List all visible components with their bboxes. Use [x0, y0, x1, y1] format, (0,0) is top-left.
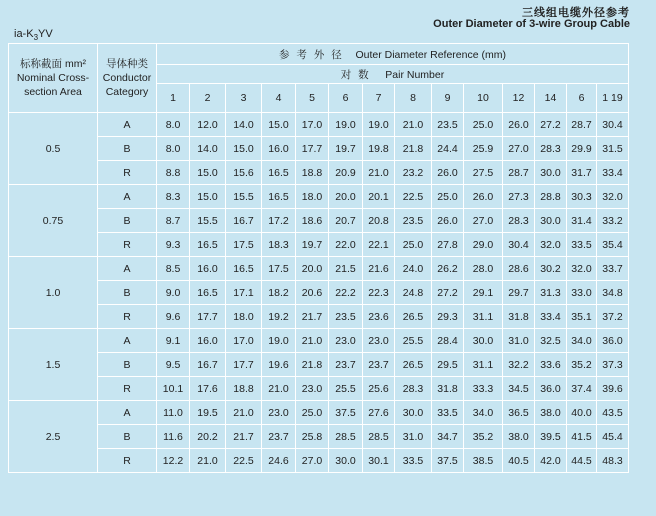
diameter-value-cell: 25.8: [296, 425, 329, 449]
diameter-table: [8, 43, 629, 473]
diameter-value-cell: 31.5: [597, 137, 629, 161]
diameter-value-cell: 27.0: [296, 449, 329, 473]
pair-number-header: [157, 65, 629, 84]
diameter-value-cell: 23.2: [395, 161, 432, 185]
model-sub: 3: [33, 33, 39, 43]
diameter-value-cell: 26.0: [432, 209, 464, 233]
diameter-value-cell: 8.8: [157, 161, 190, 185]
diameter-value-cell: 29.5: [432, 353, 464, 377]
diameter-value-cell: 29.3: [432, 305, 464, 329]
diameter-value-cell: 29.0: [464, 233, 503, 257]
diameter-value-cell: 32.0: [535, 233, 567, 257]
pair-number-cell: 10: [464, 84, 503, 113]
diameter-value-cell: 22.1: [363, 233, 395, 257]
diameter-value-cell: 23.0: [262, 401, 296, 425]
conductor-cn: 导体种类: [106, 58, 148, 70]
diameter-value-cell: 37.5: [329, 401, 363, 425]
pair-number-cell: 3: [226, 84, 262, 113]
diameter-value-cell: 20.6: [296, 281, 329, 305]
diameter-value-cell: 25.0: [464, 113, 503, 137]
diameter-value-cell: 33.5: [567, 233, 597, 257]
odr-en: Outer Diameter Reference (mm): [355, 48, 506, 61]
conductor-en1: Conductor: [102, 72, 152, 84]
diameter-value-cell: 28.3: [503, 209, 535, 233]
pair-number-cell: 1: [157, 84, 190, 113]
pair-number-cell: 5: [296, 84, 329, 113]
diameter-value-cell: 14.0: [190, 137, 226, 161]
table-row: [9, 425, 629, 449]
diameter-value-cell: 26.5: [395, 353, 432, 377]
diameter-value-cell: 16.5: [262, 161, 296, 185]
diameter-value-cell: 29.1: [464, 281, 503, 305]
diameter-value-cell: 31.0: [395, 425, 432, 449]
diameter-value-cell: 23.5: [395, 209, 432, 233]
diameter-value-cell: 20.0: [296, 257, 329, 281]
diameter-value-cell: 31.8: [432, 377, 464, 401]
table-row: [9, 401, 629, 425]
diameter-value-cell: 30.0: [329, 449, 363, 473]
diameter-value-cell: 28.7: [503, 161, 535, 185]
diameter-value-cell: 20.8: [363, 209, 395, 233]
diameter-value-cell: 16.5: [262, 185, 296, 209]
diameter-value-cell: 21.8: [395, 137, 432, 161]
diameter-value-cell: 31.7: [567, 161, 597, 185]
diameter-value-cell: 14.0: [226, 113, 262, 137]
diameter-value-cell: 9.5: [157, 353, 190, 377]
diameter-value-cell: 24.8: [395, 281, 432, 305]
diameter-value-cell: 19.7: [329, 137, 363, 161]
conductor-category-cell: A: [98, 113, 157, 137]
diameter-value-cell: 40.5: [503, 449, 535, 473]
diameter-value-cell: 16.5: [190, 281, 226, 305]
conductor-category-cell: R: [98, 161, 157, 185]
diameter-value-cell: 17.0: [296, 113, 329, 137]
conductor-category-cell: R: [98, 305, 157, 329]
diameter-value-cell: 29.7: [503, 281, 535, 305]
diameter-value-cell: 16.7: [226, 209, 262, 233]
table-row: [9, 209, 629, 233]
diameter-value-cell: 18.2: [262, 281, 296, 305]
conductor-category-cell: A: [98, 401, 157, 425]
diameter-value-cell: 20.7: [329, 209, 363, 233]
diameter-value-cell: 35.2: [464, 425, 503, 449]
diameter-value-cell: 19.7: [296, 233, 329, 257]
diameter-value-cell: 12.0: [190, 113, 226, 137]
diameter-value-cell: 23.0: [329, 329, 363, 353]
diameter-value-cell: 29.9: [567, 137, 597, 161]
diameter-value-cell: 25.6: [363, 377, 395, 401]
diameter-value-cell: 10.1: [157, 377, 190, 401]
diameter-value-cell: 24.0: [395, 257, 432, 281]
diameter-value-cell: 33.7: [597, 257, 629, 281]
diameter-value-cell: 32.0: [597, 185, 629, 209]
diameter-value-cell: 27.2: [432, 281, 464, 305]
diameter-value-cell: 26.5: [395, 305, 432, 329]
diameter-value-cell: 32.0: [567, 257, 597, 281]
diameter-value-cell: 26.0: [464, 185, 503, 209]
nominal-area-cell: 1.0: [9, 257, 98, 329]
diameter-value-cell: 23.5: [329, 305, 363, 329]
diameter-value-cell: 16.0: [190, 329, 226, 353]
diameter-value-cell: 9.3: [157, 233, 190, 257]
diameter-value-cell: 16.7: [190, 353, 226, 377]
diameter-value-cell: 15.0: [262, 113, 296, 137]
diameter-value-cell: 36.0: [535, 377, 567, 401]
diameter-value-cell: 23.7: [262, 425, 296, 449]
diameter-value-cell: 21.0: [363, 161, 395, 185]
table-row: [9, 161, 629, 185]
diameter-value-cell: 33.3: [464, 377, 503, 401]
conductor-category-cell: B: [98, 353, 157, 377]
diameter-value-cell: 33.4: [535, 305, 567, 329]
diameter-value-cell: 28.7: [567, 113, 597, 137]
conductor-category-cell: R: [98, 449, 157, 473]
diameter-value-cell: 19.0: [363, 113, 395, 137]
table-row: [9, 113, 629, 137]
pair-number-cell: 7: [363, 84, 395, 113]
diameter-value-cell: 34.0: [464, 401, 503, 425]
diameter-value-cell: 31.3: [535, 281, 567, 305]
diameter-value-cell: 37.4: [567, 377, 597, 401]
diameter-value-cell: 17.5: [262, 257, 296, 281]
nominal-area-header: [9, 44, 98, 113]
diameter-value-cell: 43.5: [597, 401, 629, 425]
diameter-value-cell: 8.5: [157, 257, 190, 281]
table-row: [9, 449, 629, 473]
diameter-value-cell: 11.6: [157, 425, 190, 449]
diameter-value-cell: 25.0: [432, 185, 464, 209]
pair-cn: 对 数: [340, 68, 371, 81]
diameter-value-cell: 16.0: [262, 137, 296, 161]
diameter-value-cell: 21.0: [296, 329, 329, 353]
table-row: [9, 257, 629, 281]
conductor-category-cell: B: [98, 425, 157, 449]
diameter-value-cell: 34.7: [432, 425, 464, 449]
diameter-value-cell: 26.2: [432, 257, 464, 281]
table-row: [9, 377, 629, 401]
nominal-area-cell: 1.5: [9, 329, 98, 401]
diameter-value-cell: 17.7: [190, 305, 226, 329]
diameter-value-cell: 33.2: [597, 209, 629, 233]
diameter-value-cell: 28.8: [535, 185, 567, 209]
diameter-value-cell: 21.7: [226, 425, 262, 449]
diameter-value-cell: 31.8: [503, 305, 535, 329]
diameter-value-cell: 28.4: [432, 329, 464, 353]
diameter-value-cell: 19.6: [262, 353, 296, 377]
diameter-value-cell: 37.3: [597, 353, 629, 377]
diameter-value-cell: 44.5: [567, 449, 597, 473]
diameter-value-cell: 27.0: [503, 137, 535, 161]
diameter-value-cell: 15.6: [226, 161, 262, 185]
nominal-area-cn: 标称截面 mm²: [20, 58, 86, 70]
diameter-value-cell: 20.9: [329, 161, 363, 185]
diameter-value-cell: 27.5: [464, 161, 503, 185]
diameter-value-cell: 30.4: [597, 113, 629, 137]
conductor-category-cell: A: [98, 185, 157, 209]
diameter-value-cell: 25.0: [296, 401, 329, 425]
diameter-value-cell: 11.0: [157, 401, 190, 425]
diameter-value-cell: 17.0: [226, 329, 262, 353]
diameter-value-cell: 23.6: [363, 305, 395, 329]
diameter-value-cell: 22.5: [226, 449, 262, 473]
diameter-value-cell: 27.2: [535, 113, 567, 137]
nominal-area-cell: 2.5: [9, 401, 98, 473]
diameter-value-cell: 33.4: [597, 161, 629, 185]
diameter-value-cell: 27.8: [432, 233, 464, 257]
pair-number-cell: 1 19: [597, 84, 629, 113]
diameter-value-cell: 15.5: [190, 209, 226, 233]
diameter-value-cell: 27.3: [503, 185, 535, 209]
diameter-value-cell: 30.0: [395, 401, 432, 425]
diameter-value-cell: 18.0: [296, 185, 329, 209]
diameter-value-cell: 17.7: [226, 353, 262, 377]
diameter-value-cell: 23.0: [363, 329, 395, 353]
diameter-value-cell: 23.7: [329, 353, 363, 377]
conductor-category-cell: A: [98, 257, 157, 281]
pair-en: Pair Number: [385, 68, 445, 81]
diameter-value-cell: 21.6: [363, 257, 395, 281]
diameter-value-cell: 19.0: [329, 113, 363, 137]
diameter-value-cell: 32.5: [535, 329, 567, 353]
table-row: [9, 329, 629, 353]
diameter-value-cell: 25.9: [464, 137, 503, 161]
nominal-area-en1: Nominal Cross-: [16, 72, 90, 84]
diameter-value-cell: 21.0: [190, 449, 226, 473]
diameter-value-cell: 39.5: [535, 425, 567, 449]
diameter-value-cell: 28.3: [535, 137, 567, 161]
table-row: [9, 233, 629, 257]
diameter-value-cell: 27.6: [363, 401, 395, 425]
odr-cn: 参 考 外 径: [279, 48, 344, 61]
diameter-value-cell: 22.3: [363, 281, 395, 305]
diameter-value-cell: 35.2: [567, 353, 597, 377]
diameter-value-cell: 45.4: [597, 425, 629, 449]
pair-number-cell: 2: [190, 84, 226, 113]
diameter-value-cell: 24.4: [432, 137, 464, 161]
diameter-value-cell: 21.5: [329, 257, 363, 281]
diameter-value-cell: 17.6: [190, 377, 226, 401]
diameter-value-cell: 19.0: [262, 329, 296, 353]
diameter-value-cell: 41.5: [567, 425, 597, 449]
diameter-value-cell: 16.0: [190, 257, 226, 281]
diameter-value-cell: 15.0: [226, 137, 262, 161]
diameter-value-cell: 18.8: [296, 161, 329, 185]
diameter-value-cell: 26.0: [432, 161, 464, 185]
nominal-area-en2: section Area: [24, 86, 82, 98]
diameter-value-cell: 33.0: [567, 281, 597, 305]
table-row: [9, 305, 629, 329]
diameter-value-cell: 23.0: [296, 377, 329, 401]
diameter-value-cell: 34.5: [503, 377, 535, 401]
diameter-value-cell: 17.5: [226, 233, 262, 257]
diameter-value-cell: 30.4: [503, 233, 535, 257]
diameter-value-cell: 34.8: [597, 281, 629, 305]
pair-number-cell: 8: [395, 84, 432, 113]
diameter-value-cell: 40.0: [567, 401, 597, 425]
diameter-value-cell: 22.5: [395, 185, 432, 209]
diameter-value-cell: 8.0: [157, 113, 190, 137]
diameter-value-cell: 18.0: [226, 305, 262, 329]
pair-number-cell: 4: [262, 84, 296, 113]
diameter-value-cell: 18.3: [262, 233, 296, 257]
diameter-value-cell: 32.2: [503, 353, 535, 377]
diameter-value-cell: 28.5: [329, 425, 363, 449]
pair-number-cell: 9: [432, 84, 464, 113]
diameter-value-cell: 34.0: [567, 329, 597, 353]
diameter-value-cell: 9.0: [157, 281, 190, 305]
pair-number-cell: 14: [535, 84, 567, 113]
diameter-value-cell: 31.1: [464, 353, 503, 377]
diameter-value-cell: 25.5: [329, 377, 363, 401]
conductor-category-cell: R: [98, 377, 157, 401]
diameter-value-cell: 15.5: [226, 185, 262, 209]
diameter-value-cell: 33.6: [535, 353, 567, 377]
diameter-value-cell: 31.0: [503, 329, 535, 353]
diameter-value-cell: 28.5: [363, 425, 395, 449]
diameter-value-cell: 25.0: [395, 233, 432, 257]
diameter-value-cell: 38.0: [535, 401, 567, 425]
diameter-value-cell: 30.3: [567, 185, 597, 209]
conductor-en2: Category: [105, 86, 149, 98]
diameter-value-cell: 17.2: [262, 209, 296, 233]
diameter-value-cell: 36.0: [597, 329, 629, 353]
diameter-value-cell: 38.0: [503, 425, 535, 449]
diameter-value-cell: 48.3: [597, 449, 629, 473]
diameter-value-cell: 30.2: [535, 257, 567, 281]
diameter-value-cell: 24.6: [262, 449, 296, 473]
conductor-category-header: [98, 44, 157, 113]
diameter-value-cell: 15.0: [190, 161, 226, 185]
diameter-value-cell: 19.8: [363, 137, 395, 161]
diameter-value-cell: 30.0: [535, 161, 567, 185]
diameter-value-cell: 18.6: [296, 209, 329, 233]
outer-diameter-header: [157, 44, 629, 65]
diameter-value-cell: 26.0: [503, 113, 535, 137]
diameter-value-cell: 21.8: [296, 353, 329, 377]
table-title-en: Outer Diameter of 3-wire Group Cable: [433, 18, 630, 30]
diameter-value-cell: 19.2: [262, 305, 296, 329]
pair-number-cell: 6: [329, 84, 363, 113]
diameter-value-cell: 15.0: [190, 185, 226, 209]
diameter-value-cell: 23.5: [432, 113, 464, 137]
diameter-value-cell: 16.5: [226, 257, 262, 281]
diameter-value-cell: 25.5: [395, 329, 432, 353]
diameter-value-cell: 31.4: [567, 209, 597, 233]
diameter-value-cell: 33.5: [395, 449, 432, 473]
diameter-value-cell: 21.0: [226, 401, 262, 425]
nominal-area-cell: 0.75: [9, 185, 98, 257]
diameter-value-cell: 21.7: [296, 305, 329, 329]
diameter-value-cell: 28.6: [503, 257, 535, 281]
diameter-value-cell: 36.5: [503, 401, 535, 425]
diameter-value-cell: 28.3: [395, 377, 432, 401]
diameter-value-cell: 33.5: [432, 401, 464, 425]
table-row: [9, 353, 629, 377]
diameter-value-cell: 42.0: [535, 449, 567, 473]
diameter-value-cell: 17.1: [226, 281, 262, 305]
diameter-value-cell: 9.1: [157, 329, 190, 353]
diameter-value-cell: 20.0: [329, 185, 363, 209]
diameter-value-cell: 35.4: [597, 233, 629, 257]
pair-number-cell: 6: [567, 84, 597, 113]
diameter-value-cell: 20.2: [190, 425, 226, 449]
diameter-value-cell: 9.6: [157, 305, 190, 329]
model-suffix: YV: [38, 28, 53, 40]
diameter-value-cell: 16.5: [190, 233, 226, 257]
table-row: [9, 137, 629, 161]
diameter-value-cell: 38.5: [464, 449, 503, 473]
diameter-value-cell: 12.2: [157, 449, 190, 473]
cable-model: [14, 28, 53, 42]
diameter-value-cell: 35.1: [567, 305, 597, 329]
diameter-value-cell: 21.0: [395, 113, 432, 137]
diameter-value-cell: 28.0: [464, 257, 503, 281]
diameter-value-cell: 21.0: [262, 377, 296, 401]
diameter-value-cell: 37.2: [597, 305, 629, 329]
diameter-value-cell: 8.7: [157, 209, 190, 233]
diameter-value-cell: 17.7: [296, 137, 329, 161]
diameter-value-cell: 20.1: [363, 185, 395, 209]
diameter-value-cell: 27.0: [464, 209, 503, 233]
conductor-category-cell: A: [98, 329, 157, 353]
nominal-area-cell: 0.5: [9, 113, 98, 185]
table-row: [9, 185, 629, 209]
conductor-category-cell: R: [98, 233, 157, 257]
diameter-value-cell: 8.3: [157, 185, 190, 209]
diameter-value-cell: 22.0: [329, 233, 363, 257]
conductor-category-cell: B: [98, 209, 157, 233]
diameter-value-cell: 30.1: [363, 449, 395, 473]
pair-number-cell: 12: [503, 84, 535, 113]
diameter-value-cell: 39.6: [597, 377, 629, 401]
diameter-value-cell: 23.7: [363, 353, 395, 377]
diameter-value-cell: 30.0: [535, 209, 567, 233]
diameter-value-cell: 8.0: [157, 137, 190, 161]
diameter-value-cell: 22.2: [329, 281, 363, 305]
table-title-cn: 三线组电缆外径参考: [522, 7, 630, 19]
table-row: [9, 281, 629, 305]
diameter-value-cell: 19.5: [190, 401, 226, 425]
diameter-value-cell: 30.0: [464, 329, 503, 353]
conductor-category-cell: B: [98, 281, 157, 305]
diameter-value-cell: 37.5: [432, 449, 464, 473]
diameter-value-cell: 31.1: [464, 305, 503, 329]
conductor-category-cell: B: [98, 137, 157, 161]
diameter-value-cell: 18.8: [226, 377, 262, 401]
model-prefix: ia-K: [14, 28, 34, 40]
